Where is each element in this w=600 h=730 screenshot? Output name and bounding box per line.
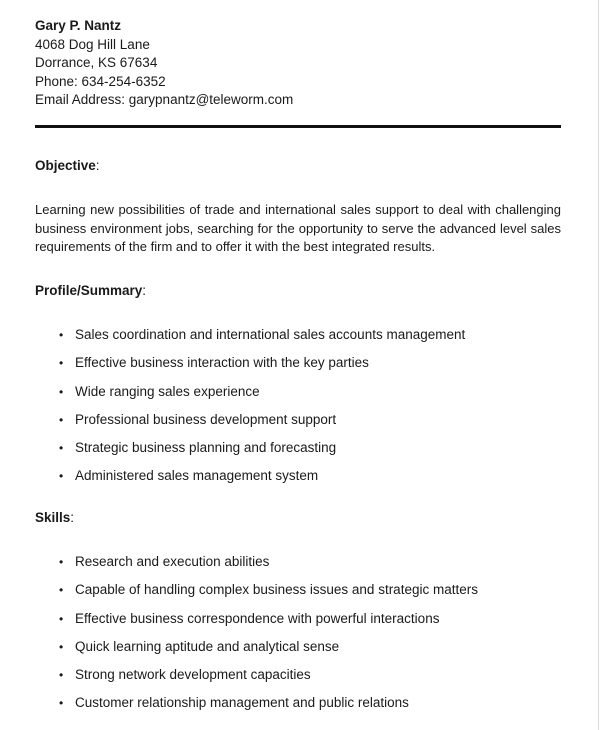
bullet-icon: • (59, 639, 64, 654)
phone-line: Phone: 634-254-6352 (35, 73, 166, 89)
list-item-text: Capable of handling complex business issues and strategic matters (75, 582, 478, 598)
list-item-text: Administered sales management system (75, 468, 319, 484)
objective-heading: Objective: (35, 158, 100, 173)
address-line-1: 4068 Dog Hill Lane (35, 36, 150, 52)
skills-heading: Skills: (35, 510, 75, 525)
list-item-text: Strong network development capacities (75, 667, 311, 683)
skills-list (0, 553, 560, 723)
email-line: Email Address: garypnantz@teleworm.com (35, 92, 294, 107)
bullet-icon: • (59, 412, 64, 427)
list-item (0, 666, 560, 694)
list-item-text: Strategic business planning and forecasting (75, 440, 337, 456)
list-item (0, 326, 560, 354)
header-divider (35, 125, 561, 128)
bullet-icon: • (59, 583, 64, 598)
list-item (0, 354, 560, 382)
bullet-icon: • (59, 555, 64, 569)
list-item (0, 610, 560, 638)
list-item (0, 638, 560, 666)
list-item-text: Research and execution abilities (75, 554, 270, 569)
list-item (0, 383, 560, 411)
list-item-text: Professional business development support (75, 411, 337, 427)
profile-heading: Profile/Summary: (35, 283, 147, 298)
list-item-text: Customer relationship management and public relations (75, 695, 409, 711)
list-item (0, 553, 560, 581)
list-item-text: Wide ranging sales experience (75, 383, 260, 399)
list-item (0, 439, 560, 467)
bullet-icon: • (59, 696, 64, 711)
bullet-icon: • (59, 611, 64, 626)
list-item (0, 411, 560, 439)
bullet-icon: • (59, 668, 64, 683)
candidate-name: Gary P. Nantz (35, 18, 122, 33)
list-item-text: Quick learning aptitude and analytical sense (75, 638, 340, 654)
objective-text: Learning new possibilities of trade and international sales support to deal with challenging business environment jobs, searching for the opportunity to serve the advanced level sales requirements of the firm and to offer it with the best integrated results. (35, 202, 561, 254)
list-item-text: Sales coordination and international sales accounts management (75, 327, 466, 342)
bullet-icon: • (59, 328, 64, 342)
list-item (0, 467, 560, 495)
list-item (0, 694, 560, 722)
list-item (0, 581, 560, 609)
address-line-2: Dorrance, KS 67634 (35, 55, 158, 70)
bullet-icon: • (59, 356, 64, 371)
bullet-icon: • (59, 469, 64, 484)
contact-block (35, 17, 293, 110)
list-item-text: Effective business interaction with the key parties (75, 355, 369, 371)
list-item-text: Effective business correspondence with powerful interactions (75, 610, 440, 626)
bullet-icon: • (59, 384, 64, 399)
bullet-icon: • (59, 441, 64, 456)
profile-list (0, 326, 560, 496)
